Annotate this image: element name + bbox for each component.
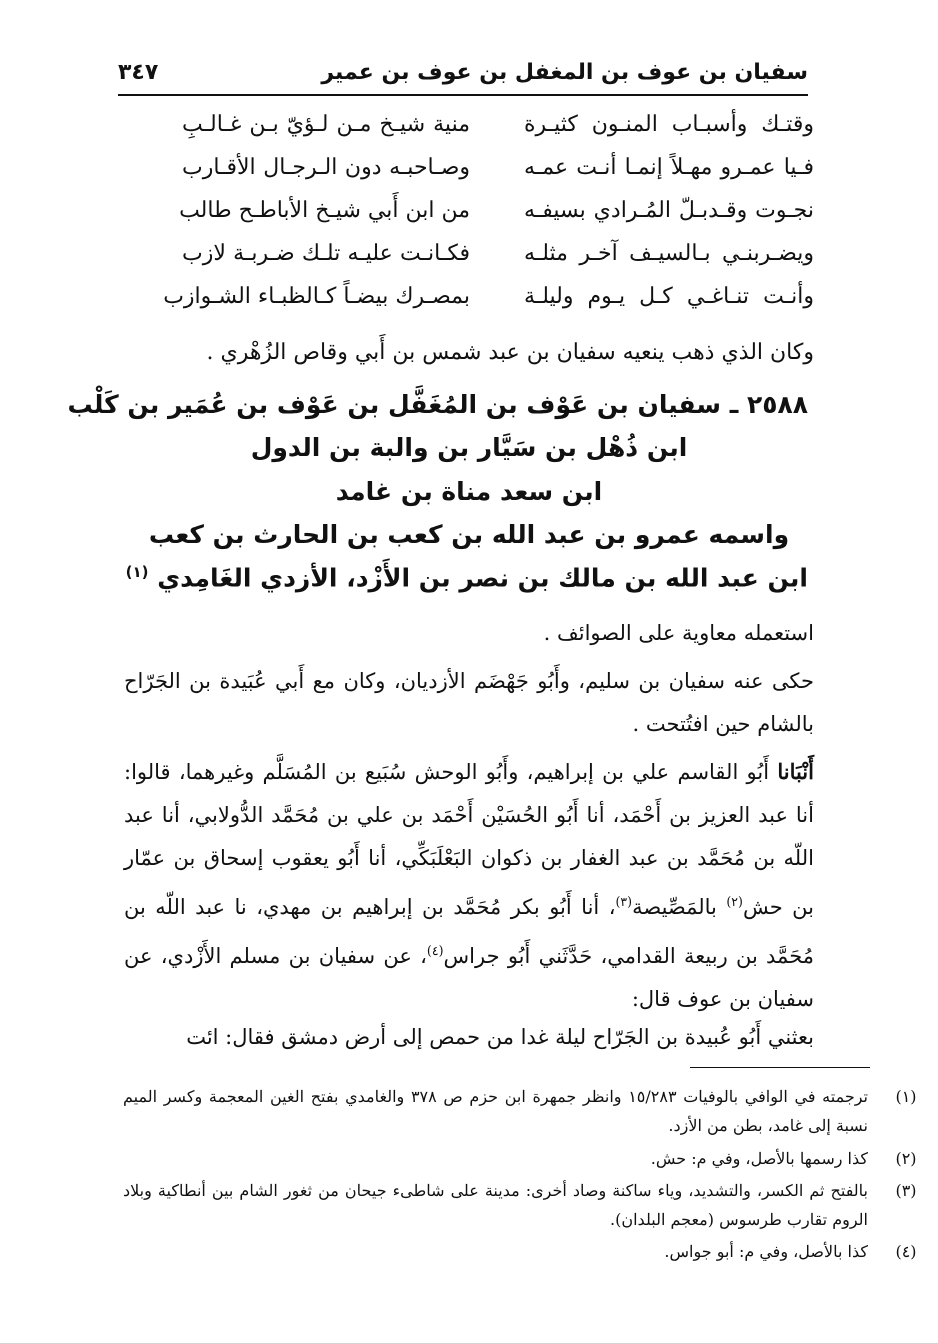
- verse: [114, 198, 814, 241]
- footnote: [123, 1237, 917, 1266]
- entry-heading-line-5: [125, 563, 808, 593]
- footnote-text: كذا رسمها بالأصل، وفي م: حش.: [650, 1149, 868, 1168]
- isnad-paragraph: [124, 750, 814, 1021]
- footnote-marker: (١): [125, 563, 149, 581]
- footnote-text: بالفتح ثم الكسر، والتشديد، وياء ساكنة وصاد أخرى: مدينة على شاطىء جيحان من ثغور الشام بين أنطاكية وبلاد الروم تقارب طرسوس (معجم البلدان).: [123, 1181, 868, 1229]
- page-header: [118, 48, 808, 96]
- paragraph: استعمله معاوية على الصوائف .: [543, 621, 814, 645]
- footnote-number: (٣): [895, 1181, 917, 1200]
- verse-first-hemistich: نجـوت وقـدبـلّ المُـرادي بسيفـه: [524, 198, 814, 223]
- verse: [114, 241, 814, 284]
- verse: [114, 112, 814, 155]
- entry-heading-line-4: واسمه عمرو بن عبد الله بن كعب بن الحارث بن كعب: [148, 520, 790, 549]
- paragraph: بعثني أَبُو عُبيدة بن الجَرّاح ليلة غدا من حمص إلى أرض دمشق فقال: ائت: [186, 1025, 814, 1049]
- lead-word: أَنْبَانا: [777, 759, 814, 784]
- footnote-marker: (٢): [726, 894, 743, 909]
- verse-first-hemistich: وأنـت تنـاغـي كـل يـوم وليلـة: [524, 284, 814, 309]
- footnote: [123, 1176, 917, 1234]
- verse-second-hemistich: من ابن أَبي شيـخ الأباطـح طالب: [179, 198, 470, 223]
- paragraph-text: ، عن سفيان بن مسلم الأَزْدي، عن سفيان بن عوف قال:: [124, 944, 814, 1011]
- paragraph-text: أَبُو القاسم علي بن إبراهيم، وأَبُو الوحش سُبَيع بن المُسَلَّم وغيرهما، قالوا: أنا عبد العزيز بن أَحْمَد، أنا أَبُو الحُسَيْن أَحْمَد بن علي بن مُحَمَّد الدُّولابي، أنا عبد اللّه بن مُحَمَّد بن عبد الغفار بن ذكوان البَعْلَبَكِّي، أنا أَبُو يعقوب إسحاق بن عمّار بن حش: [124, 760, 814, 919]
- verse-first-hemistich: فـيا عمـرو مهـلاً إنمـا أنـت عمـه: [524, 155, 814, 180]
- paragraph-text: بالمَصِّيصة: [632, 895, 727, 919]
- verse-first-hemistich: وقتـك وأسبـاب المنـون كثيـرة: [524, 112, 814, 137]
- verse-second-hemistich: منية شيـخ مـن لـؤيّ بـن غـالـبِ: [182, 112, 470, 137]
- footnote-divider: [690, 1067, 870, 1068]
- verse-second-hemistich: بمصـرك بيضـاً كـالظبـاء الشـوازب: [163, 284, 470, 309]
- verse: [114, 155, 814, 198]
- paragraph-text: ، أنا أَبُو بكر مُحَمَّد بن إبراهيم بن مهدي، نا عبد اللّه بن مُحَمَّد بن ربيعة القدامي، حَدَّثَني أَبُو جراس: [124, 895, 815, 968]
- entry-heading-line-2: ابن ذُهْل بن سَيَّار بن والبة بن الدول: [250, 433, 688, 462]
- running-title: سفيان بن عوف بن المغفل بن عوف بن عمير: [321, 60, 808, 85]
- footnote-number: (٢): [895, 1149, 917, 1168]
- entry-heading-line-1: ٢٥٨٨ ـ سفيان بن عَوْف بن المُغَفَّل بن عَوْف بن عُمَير بن كَلْب: [67, 390, 808, 419]
- footnote: [123, 1144, 917, 1173]
- entry-heading-text: ابن عبد الله بن مالك بن نصر بن الأَزْد، الأزدي الغَامِدي: [157, 563, 808, 593]
- footnote-marker: (٤): [426, 943, 444, 958]
- footnote-text: كذا بالأصل، وفي م: أبو جواس.: [664, 1242, 868, 1261]
- entry-heading-line-3: ابن سعد مناة بن غامد: [335, 477, 603, 506]
- footnote: [123, 1082, 917, 1140]
- footnote-number: (٤): [895, 1242, 917, 1261]
- paragraph: حكى عنه سفيان بن سليم، وأَبُو جَهْضَم الأزديان، وكان مع أَبي عُبَيدة بن الجَرّاح بالشام حين افتُتحت .: [124, 669, 814, 736]
- footnote-text: ترجمته في الوافي بالوفيات ١٥/٢٨٣ وانظر جمهرة ابن حزم ص ٣٧٨ والغامدي بفتح الغين المعجمة وكسر الميم نسبة إلى غامد، بطن من الأزد.: [123, 1087, 868, 1135]
- narrative-line: وكان الذي ذهب ينعيه سفيان بن عبد شمس بن أَبي وقاص الزُهْري .: [206, 340, 814, 365]
- verse-first-hemistich: ويضـربنـي بـالسيـف آخـر مثلـه: [524, 241, 814, 266]
- verse: [114, 284, 814, 327]
- page-number: ٣٤٧: [118, 60, 159, 85]
- footnote-marker: (٣): [615, 894, 633, 909]
- verse-second-hemistich: فكـانـت عليـه تلـك ضـربـة لازب: [182, 241, 470, 266]
- footnote-number: (١): [895, 1087, 917, 1106]
- poem-verses: [114, 112, 814, 327]
- verse-second-hemistich: وصـاحبـه دون الـرجـال الأقـارب: [182, 155, 470, 180]
